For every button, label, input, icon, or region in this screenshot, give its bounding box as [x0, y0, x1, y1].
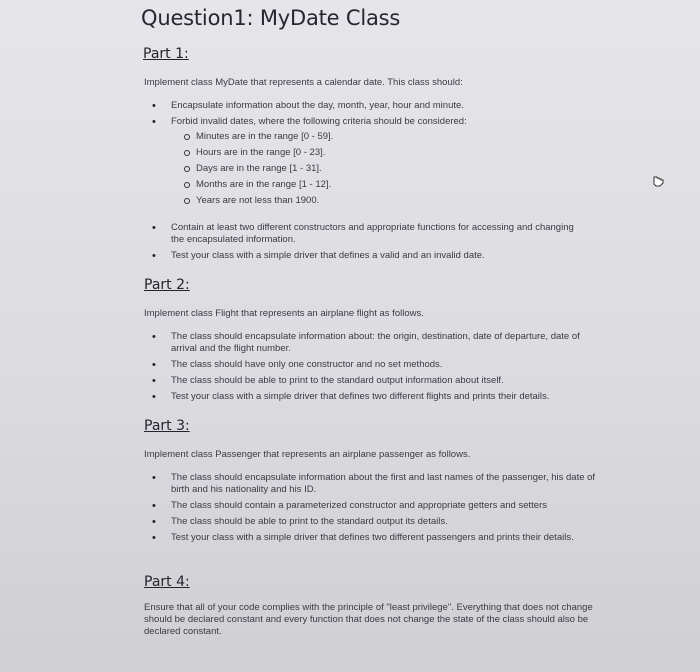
part2-intro: Implement class Flight that represents an airplane flight as follows. — [144, 308, 424, 319]
part2-list — [144, 331, 584, 407]
criteria-item: Months are in the range [1 - 12]. — [171, 179, 574, 191]
bullet-icon: • — [152, 116, 156, 128]
criteria-item: Minutes are in the range [0 - 59]. — [171, 131, 574, 143]
circle-bullet-icon — [184, 182, 190, 188]
bullet-icon: • — [152, 375, 156, 387]
bullet-icon: • — [152, 472, 156, 484]
list-item: • The class should encapsulate information about the first and last names of the passenger, his date of birth and his nationality and his ID. — [152, 472, 596, 495]
part4-heading: Part 4: — [144, 574, 190, 590]
list-item: • The class should be able to print to the standard output its details. — [152, 516, 448, 528]
part3-intro: Implement class Passenger that represents an airplane passenger as follows. — [144, 449, 471, 460]
part1-list-2 — [144, 222, 574, 266]
bullet-icon: • — [152, 250, 156, 262]
bullet-icon: • — [152, 222, 156, 234]
criteria-list — [171, 131, 574, 207]
list-item: • Forbid invalid dates, where the following criteria should be considered: Minutes are in the range [0 - 59]. Hours are in the range [0 - 23]. Days are in the range [1 - 31]. Months are in the range [1 - 12]. Years are not less than 1900. — [144, 116, 574, 207]
circle-bullet-icon — [184, 150, 190, 156]
list-item: • The class should be able to print to the standard output information about itself. — [152, 375, 504, 387]
part1-intro: Implement class MyDate that represents a calendar date. This class should: — [144, 77, 463, 88]
bullet-icon: • — [152, 100, 156, 112]
circle-bullet-icon — [184, 166, 190, 172]
pointer-cursor-icon — [651, 175, 667, 191]
bullet-icon: • — [152, 331, 156, 343]
criteria-item: Years are not less than 1900. — [171, 195, 574, 207]
bullet-icon: • — [152, 532, 156, 544]
list-item: • The class should have only one constructor and no set methods. — [152, 359, 443, 371]
list-item: • The class should encapsulate information about: the origin, destination, date of departure, date of arrival and the flight number. — [152, 331, 580, 354]
part1-heading: Part 1: — [143, 46, 189, 62]
circle-bullet-icon — [184, 134, 190, 140]
criteria-item: Days are in the range [1 - 31]. — [171, 163, 574, 175]
list-item: • Test your class with a simple driver that defines a valid and an invalid date. — [152, 250, 485, 262]
list-item: • Test your class with a simple driver that defines two different flights and prints their details. — [152, 391, 550, 403]
list-item: • The class should contain a parameterized constructor and appropriate getters and setters — [152, 500, 547, 512]
list-item: • Contain at least two different constructors and appropriate functions for accessing and changing the encapsulated information. — [152, 222, 574, 245]
part4-text: Ensure that all of your code complies with the principle of "least privilege". Everything that does not change should be declared constant and every function that does not change the state of the class should also be declared constant. — [144, 602, 593, 637]
bullet-icon: • — [152, 359, 156, 371]
bullet-icon: • — [152, 500, 156, 512]
bullet-icon: • — [152, 391, 156, 403]
circle-bullet-icon — [184, 198, 190, 204]
bullet-icon: • — [152, 516, 156, 528]
part3-list — [144, 472, 599, 548]
part2-heading: Part 2: — [144, 277, 190, 293]
page-title: Question1: MyDate Class — [141, 6, 401, 30]
part1-list — [144, 100, 574, 211]
part3-heading: Part 3: — [144, 418, 190, 434]
list-item: • Test your class with a simple driver that defines two different passengers and prints their details. — [152, 532, 574, 544]
criteria-item: Hours are in the range [0 - 23]. — [171, 147, 574, 159]
list-item: • Encapsulate information about the day, month, year, hour and minute. — [152, 100, 464, 112]
